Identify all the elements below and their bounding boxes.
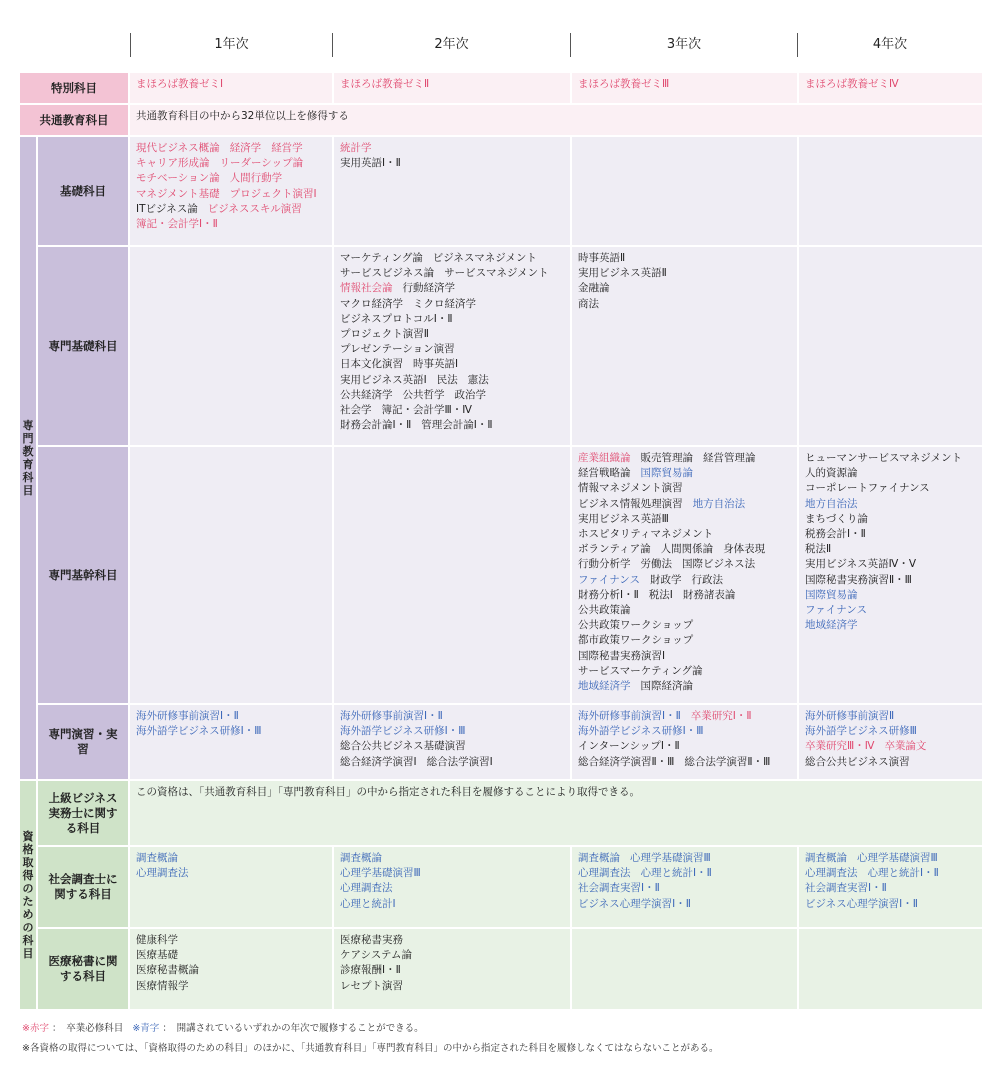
course-name: 国際貿易論 (640, 467, 693, 480)
course-name: 地域経済学 (578, 680, 631, 693)
category-label: 医療秘書に関する科目 (38, 929, 128, 1009)
footnotes (22, 1022, 719, 1062)
course-name: 商法 (578, 297, 599, 310)
course-line (578, 866, 791, 881)
year-header-1: 1年次 (130, 33, 332, 57)
course-line (340, 266, 564, 281)
course-line (578, 281, 791, 296)
course-cell (799, 73, 982, 103)
course-line (136, 171, 326, 186)
row-tokubetsu (20, 73, 982, 103)
course-cell (334, 247, 570, 445)
course-name: 卒業研究Ⅲ・Ⅳ (805, 740, 875, 753)
course-cell (572, 247, 797, 445)
course-line (578, 573, 791, 588)
course-line (136, 933, 326, 948)
course-cell (130, 137, 332, 245)
course-line (805, 724, 976, 739)
course-name: 税法Ⅰ (648, 588, 673, 601)
course-cell (799, 247, 982, 445)
course-line (578, 542, 791, 557)
course-line (136, 187, 326, 202)
course-line (805, 897, 976, 912)
course-name: 心理と統計Ⅰ (340, 897, 396, 910)
course-name: 経営戦略論 (578, 467, 631, 480)
course-line (578, 497, 791, 512)
course-line (578, 481, 791, 496)
course-line (578, 739, 791, 754)
course-name: 海外語学ビジネス研修Ⅰ・Ⅲ (340, 725, 466, 738)
course-name: 時事英語Ⅰ (413, 358, 459, 371)
course-name: 情報社会論 (340, 282, 393, 295)
course-line (340, 388, 564, 403)
course-cell (572, 137, 797, 245)
year-header-4: 4年次 (797, 33, 982, 57)
course-name: リーダーシップ論 (219, 157, 304, 170)
row-kiso (20, 137, 982, 245)
course-name: 社会調査実習Ⅰ・Ⅱ (578, 882, 660, 895)
side-group-label: 専門教育科目 (22, 419, 34, 497)
course-line (578, 897, 791, 912)
course-line (136, 979, 326, 994)
course-line (340, 156, 564, 171)
course-cell (130, 705, 332, 779)
course-name: 税務会計Ⅰ・Ⅱ (805, 528, 866, 541)
course-name: プロジェクト演習Ⅱ (340, 328, 429, 341)
course-name: 販売管理論 (640, 452, 693, 464)
category-label: 共通教育科目 (20, 105, 128, 135)
course-cell (334, 447, 570, 703)
course-line (578, 679, 791, 694)
course-name: ビジネスマネジメント (432, 252, 537, 264)
course-name: 心理調査法 (340, 882, 393, 895)
kyotsu-description: 共通教育科目の中から32単位以上を修得する (130, 105, 982, 135)
course-name: ビジネススキル演習 (207, 202, 302, 215)
course-name: ファイナンス (805, 604, 867, 617)
course-name: 実用ビジネス英語Ⅳ・Ⅴ (805, 558, 917, 571)
course-line (805, 451, 976, 466)
course-line (805, 603, 976, 618)
course-name: 管理会計論Ⅰ・Ⅱ (421, 419, 493, 432)
course-name: 憲法 (467, 373, 489, 386)
course-line (340, 327, 564, 342)
course-name: 心理と統計Ⅰ・Ⅱ (640, 867, 712, 880)
course-name: まほろば教養ゼミⅣ (805, 78, 899, 90)
course-name: 時事英語Ⅱ (578, 252, 626, 264)
row-iryo (20, 929, 982, 1009)
course-name: キャリア形成論 (136, 157, 210, 170)
course-cell (334, 929, 570, 1009)
course-name: 都市政策ワークショップ (578, 634, 694, 647)
course-line (340, 948, 564, 963)
course-line (805, 739, 976, 754)
course-line (340, 724, 564, 739)
course-name: 地方自治法 (805, 497, 858, 510)
course-name: プロジェクト演習Ⅰ (229, 187, 317, 200)
category-label: 基礎科目 (38, 137, 128, 245)
course-name: 行動経済学 (402, 282, 455, 295)
course-line (578, 649, 791, 664)
course-line (340, 897, 564, 912)
row-shakai (20, 847, 982, 927)
course-line (340, 251, 564, 266)
course-name: 社会調査実習Ⅰ・Ⅱ (805, 882, 887, 895)
course-line (578, 512, 791, 527)
course-name: 心理学基礎演習Ⅲ (857, 852, 938, 864)
course-name: 総合法学演習Ⅰ (426, 755, 493, 768)
course-cell (572, 847, 797, 927)
course-name: マクロ経済学 (340, 297, 403, 310)
course-name: 総合公共ビジネス基礎演習 (340, 740, 466, 753)
course-cell (334, 73, 570, 103)
course-cell (799, 137, 982, 245)
course-line (340, 297, 564, 312)
course-name: インターンシップⅠ・Ⅱ (578, 740, 680, 753)
course-line (136, 709, 326, 724)
course-name: 行政法 (691, 573, 723, 586)
course-name: 政治学 (454, 388, 486, 401)
course-line (805, 542, 976, 557)
course-line (340, 963, 564, 978)
course-line (340, 866, 564, 881)
course-name: ボランティア論 (578, 543, 651, 556)
course-name: 総合経済学演習Ⅱ・Ⅲ (578, 755, 675, 768)
course-name: 医療情報学 (136, 979, 189, 992)
course-line (805, 573, 976, 588)
course-name: 調査概論 (340, 852, 382, 864)
legend-blue-text: ： 開講されているいずれかの年次で履修することができる。 (162, 1023, 424, 1034)
legend-red-label: ※赤字 (22, 1023, 49, 1034)
course-name: 人的資源論 (805, 467, 858, 480)
qualification-note: ※各資格の取得については、「資格取得のための科目」のほかに、「共通教育科目」「専門教育科目」の中から指定された科目を履修しなくてはならないことがある。 (22, 1043, 719, 1054)
course-line (340, 77, 564, 92)
course-name: 実用英語Ⅰ・Ⅱ (340, 157, 401, 170)
course-name: ビジネス情報処理演習 (578, 497, 683, 510)
course-name: ケアシステム論 (340, 949, 413, 962)
course-name: プレゼンテーション演習 (340, 343, 455, 356)
course-line (578, 755, 791, 770)
course-name: 行動分析学 (578, 558, 631, 571)
course-name: 心理学基礎演習Ⅲ (630, 852, 711, 864)
course-line (136, 866, 326, 881)
course-line (805, 866, 976, 881)
course-cell (130, 73, 332, 103)
course-name: 心理調査法 (578, 867, 631, 880)
course-name: 心理調査法 (805, 867, 858, 880)
course-line (578, 664, 791, 679)
course-name: 税法Ⅱ (805, 543, 832, 556)
course-name: 海外語学ビジネス研修Ⅰ・Ⅲ (136, 725, 262, 738)
course-name: 国際経済論 (640, 680, 693, 693)
course-name: 身体表現 (723, 543, 766, 556)
course-cell (334, 705, 570, 779)
course-name: 日本文化演習 (340, 358, 403, 371)
course-name: 卒業研究Ⅰ・Ⅱ (690, 710, 752, 722)
course-cell (130, 247, 332, 445)
course-cell (572, 705, 797, 779)
course-line (578, 77, 791, 92)
course-name: 国際秘書実務演習Ⅱ・Ⅲ (805, 573, 912, 586)
course-name: ヒューマンサービスマネジメント (805, 452, 962, 464)
course-cell (572, 447, 797, 703)
course-name: 公共哲学 (402, 388, 445, 401)
course-line (340, 312, 564, 327)
row-senmon-kiso (20, 247, 982, 445)
course-name: 人間関係論 (660, 543, 714, 556)
course-line (805, 881, 976, 896)
course-name: 社会学 (340, 404, 372, 417)
course-line (136, 724, 326, 739)
course-name: 公共経済学 (340, 388, 393, 401)
course-line (340, 881, 564, 896)
course-name: 産業組織論 (578, 452, 631, 464)
course-line (136, 141, 326, 156)
course-name: 海外研修事前演習Ⅰ・Ⅱ (578, 710, 681, 722)
course-name: 実用ビジネス英語Ⅱ (578, 267, 667, 280)
course-name: モチベーション論 (136, 172, 220, 185)
course-name: 地方自治法 (692, 497, 746, 510)
course-name: 海外研修事前演習Ⅰ・Ⅱ (340, 710, 443, 722)
course-cell (799, 447, 982, 703)
course-line (340, 709, 564, 724)
course-line (805, 527, 976, 542)
legend-red-text: ： 卒業必修科目 (52, 1023, 124, 1034)
course-name: サービスビジネス論 (340, 267, 435, 280)
category-label: 社会調査士に関する科目 (38, 847, 128, 927)
course-line (578, 527, 791, 542)
course-line (578, 588, 791, 603)
course-line (340, 342, 564, 357)
category-label: 特別科目 (20, 73, 128, 103)
course-name: 調査概論 (578, 852, 620, 864)
course-name: サービスマーケティング論 (578, 664, 703, 677)
side-group-label: 資格取得のための科目 (22, 830, 34, 960)
course-name: 国際秘書実務演習Ⅰ (578, 649, 666, 662)
course-name: 人間行動学 (229, 172, 283, 185)
category-label: 専門基礎科目 (38, 247, 128, 445)
course-cell (799, 929, 982, 1009)
course-line (340, 851, 564, 866)
course-name: ホスピタリティマネジメント (578, 528, 714, 541)
course-name: 総合経済学演習Ⅰ (340, 755, 417, 768)
course-line (578, 618, 791, 633)
course-name: 財務諸表論 (682, 588, 736, 601)
course-name: ファイナンス (578, 573, 640, 586)
course-name: サービスマネジメント (444, 267, 549, 280)
course-name: 簿記・会計学Ⅲ・Ⅳ (381, 404, 472, 417)
course-name: レセプト演習 (340, 979, 403, 992)
course-name: ビジネスプロトコルⅠ・Ⅱ (340, 312, 453, 325)
course-name: 現代ビジネス概論 (136, 142, 220, 154)
course-name: 総合法学演習Ⅱ・Ⅲ (684, 755, 771, 768)
course-line (578, 851, 791, 866)
course-cell (130, 929, 332, 1009)
course-line (136, 156, 326, 171)
course-line (578, 881, 791, 896)
course-name: ITビジネス論 (136, 202, 198, 215)
course-line (805, 709, 976, 724)
course-line (340, 418, 564, 433)
course-line (805, 77, 976, 92)
course-cell (334, 847, 570, 927)
course-name: 経済学 (229, 142, 262, 154)
course-line (578, 557, 791, 572)
legend-blue-label: ※青字 (132, 1023, 160, 1034)
curriculum-table (18, 71, 984, 1011)
course-name: 診療報酬Ⅰ・Ⅱ (340, 964, 401, 977)
legend-note (22, 1022, 719, 1036)
course-line (805, 755, 976, 770)
course-name: 財務分析Ⅰ・Ⅱ (578, 588, 639, 601)
course-line (805, 512, 976, 527)
course-line (340, 979, 564, 994)
year-header-3: 3年次 (570, 33, 797, 57)
course-name: 経営管理論 (703, 452, 756, 464)
course-name: 調査概論 (136, 852, 178, 864)
course-cell (799, 705, 982, 779)
course-name: 海外研修事前演習Ⅰ・Ⅱ (136, 710, 239, 722)
course-line (578, 266, 791, 281)
course-cell (334, 137, 570, 245)
course-line (578, 297, 791, 312)
course-cell (130, 447, 332, 703)
course-name: 調査概論 (805, 852, 847, 864)
course-name: まほろば教養ゼミⅡ (340, 78, 430, 90)
course-line (340, 281, 564, 296)
course-line (578, 724, 791, 739)
course-name: 心理調査法 (136, 867, 189, 880)
course-line (340, 403, 564, 418)
course-line (340, 141, 564, 156)
row-jokyu (20, 781, 982, 845)
course-cell (799, 847, 982, 927)
row-senmon-enshu (20, 705, 982, 779)
course-name: ミクロ経済学 (413, 297, 476, 310)
row-kyotsu (20, 105, 982, 135)
course-line (136, 948, 326, 963)
course-line (805, 618, 976, 633)
course-line (340, 933, 564, 948)
course-line (340, 357, 564, 372)
side-group-senmon (20, 137, 36, 779)
course-name: 簿記・会計学Ⅰ・Ⅱ (136, 218, 218, 231)
course-name: ビジネス心理学演習Ⅰ・Ⅱ (805, 897, 918, 910)
course-name: 公共政策論 (578, 604, 631, 617)
course-name: 海外研修事前演習Ⅱ (805, 710, 895, 722)
row-senmon-kikan (20, 447, 982, 703)
course-name: 卒業論文 (884, 740, 927, 753)
course-name: 海外語学ビジネス研修Ⅲ (805, 725, 917, 738)
side-group-shikaku (20, 781, 36, 1009)
course-name: マーケティング論 (340, 252, 423, 264)
course-name: 総合公共ビジネス演習 (805, 755, 910, 768)
course-line (136, 77, 326, 92)
course-name: 国際貿易論 (805, 588, 858, 601)
category-label: 上級ビジネス実務士に関する科目 (38, 781, 128, 845)
course-line (136, 963, 326, 978)
jokyu-description: この資格は、「共通教育科目」「専門教育科目」の中から指定された科目を履修することにより取得できる。 (130, 781, 982, 845)
course-name: 心理学基礎演習Ⅲ (340, 867, 421, 880)
course-line (578, 709, 791, 724)
course-line (136, 202, 326, 217)
course-line (578, 603, 791, 618)
course-cell (572, 73, 797, 103)
course-name: 金融論 (578, 282, 610, 295)
course-line (805, 851, 976, 866)
course-name: 実用ビジネス英語Ⅲ (578, 512, 669, 525)
course-name: 医療秘書概論 (136, 964, 199, 977)
course-name: 労働法 (640, 558, 672, 571)
course-line (136, 851, 326, 866)
category-label: 専門演習・実習 (38, 705, 128, 779)
course-name: まほろば教養ゼミⅠ (136, 78, 224, 90)
course-line (578, 451, 791, 466)
course-name: まちづくり論 (805, 512, 868, 525)
course-line (578, 466, 791, 481)
course-line (340, 739, 564, 754)
course-line (805, 557, 976, 572)
course-name: 医療基礎 (136, 949, 178, 962)
course-line (805, 481, 976, 496)
course-name: マネジメント基礎 (136, 187, 220, 200)
course-line (340, 755, 564, 770)
course-name: 情報マネジメント演習 (578, 482, 683, 495)
course-line (805, 497, 976, 512)
course-cell (572, 929, 797, 1009)
course-cell (130, 847, 332, 927)
course-name: 心理と統計Ⅰ・Ⅱ (867, 867, 939, 880)
course-line (340, 373, 564, 388)
course-name: 医療秘書実務 (340, 934, 403, 946)
course-name: 統計学 (340, 142, 372, 154)
course-line (578, 633, 791, 648)
year-header-2: 2年次 (332, 33, 570, 57)
course-name: コーポレートファイナンス (805, 482, 930, 495)
course-name: 国際ビジネス法 (682, 558, 756, 571)
course-line (805, 588, 976, 603)
course-name: 財務会計論Ⅰ・Ⅱ (340, 419, 412, 432)
course-name: 公共政策ワークショップ (578, 619, 694, 632)
course-name: ビジネス心理学演習Ⅰ・Ⅱ (578, 897, 691, 910)
course-name: 民法 (436, 373, 458, 386)
course-name: 海外語学ビジネス研修Ⅰ・Ⅲ (578, 725, 704, 738)
course-line (136, 217, 326, 232)
course-name: 健康科学 (136, 934, 178, 946)
course-line (578, 251, 791, 266)
course-name: 財政学 (649, 573, 682, 586)
course-line (805, 466, 976, 481)
course-name: まほろば教養ゼミⅢ (578, 78, 670, 90)
course-name: 実用ビジネス英語Ⅰ (340, 373, 427, 386)
course-name: 地域経済学 (805, 619, 858, 632)
course-name: 経営学 (271, 142, 303, 154)
category-label: 専門基幹科目 (38, 447, 128, 703)
